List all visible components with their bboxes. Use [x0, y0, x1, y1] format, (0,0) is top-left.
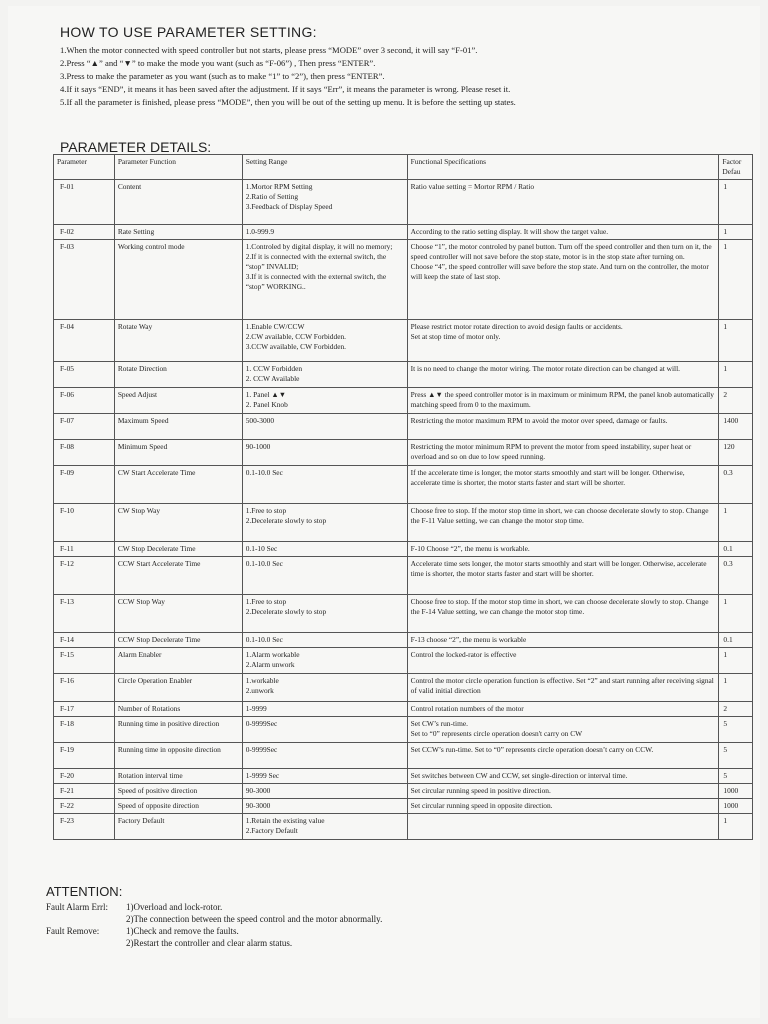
setting-range-line: 1.Free to stop [245, 597, 287, 606]
functional-spec [407, 542, 719, 557]
setting-range [242, 674, 407, 702]
setting-range-line: 0-9999Sec [245, 719, 278, 728]
functional-spec-line: Set at stop time of motor only. [410, 332, 501, 341]
param-code-line: F-08 [60, 442, 74, 451]
factory-default-line: 1000 [723, 801, 739, 810]
functional-spec-line: Choose free to stop. If the motor stop time in short, we can choose decelerate slowly to stop. Change the F-14 Value setting, we can change the motor stop time. [410, 597, 709, 616]
setting-range-line: 2.If it is connected with the external switch, the “stop” INVALID; [245, 252, 387, 271]
setting-range [242, 542, 407, 557]
factory-default-line: 5 [723, 719, 728, 728]
remove-item-1: 1)Check and remove the faults. [126, 926, 239, 936]
param-function-line: Speed of positive direction [117, 786, 198, 795]
setting-range-line: 2.unwork [245, 686, 274, 695]
setting-range-line: 3.If it is connected with the external switch, the “stop” WORKING.. [245, 272, 387, 291]
table-row [54, 633, 753, 648]
param-code [54, 542, 115, 557]
setting-range [242, 557, 407, 595]
setting-range-line: 1. CCW Forbidden [245, 364, 303, 373]
param-code-line: F-21 [60, 786, 74, 795]
param-code-line: F-23 [60, 816, 74, 825]
functional-spec [407, 784, 719, 799]
param-function-line: CCW Stop Decelerate Time [117, 635, 201, 644]
param-function [114, 743, 242, 769]
param-function [114, 814, 242, 840]
functional-spec [407, 717, 719, 743]
table-row [54, 388, 753, 414]
factory-default [719, 504, 753, 542]
setting-range [242, 633, 407, 648]
functional-spec [407, 440, 719, 466]
factory-default [719, 784, 753, 799]
setting-range [242, 440, 407, 466]
factory-default [719, 702, 753, 717]
param-function [114, 595, 242, 633]
param-code-line: F-17 [60, 704, 74, 713]
factory-default-line: 2 [723, 390, 728, 399]
parameter-table [53, 154, 753, 840]
param-code-line: F-04 [60, 322, 74, 331]
functional-spec-line: Set switches between CW and CCW, set single-direction or interval time. [410, 771, 628, 780]
param-function-line: Rate Setting [117, 227, 155, 236]
table-row [54, 799, 753, 814]
functional-spec-line: Set circular running speed in positive direction. [410, 786, 551, 795]
param-function [114, 414, 242, 440]
factory-default-line: 1400 [723, 416, 739, 425]
factory-default [719, 769, 753, 784]
setting-range-line: 3.CCW available, CW Forbidden. [245, 342, 347, 351]
param-function [114, 320, 242, 362]
param-function-line: Working control mode [117, 242, 185, 251]
factory-default [719, 362, 753, 388]
param-function [114, 717, 242, 743]
param-code [54, 784, 115, 799]
fault-item-2: 2)The connection between the speed control and the motor abnormally. [126, 914, 383, 924]
factory-default-line: 1 [723, 242, 728, 251]
param-code-line: F-06 [60, 390, 74, 399]
setting-range-line: 0.1-10.0 Sec [245, 468, 283, 477]
step-3: 3.Press to make the parameter as you want (such as to make “1” to “2”), then press “ENTER”. [60, 71, 385, 81]
functional-spec-line: Press ▲▼ the speed controller motor is in maximum or minimum RPM, the panel knob automatically matching speed from 0 to the maximum. [410, 390, 714, 409]
factory-default [719, 240, 753, 320]
param-function-line: Number of Rotations [117, 704, 181, 713]
factory-default [719, 633, 753, 648]
step-2: 2.Press “▲” and “▼” to make the mode you want (such as “F-06”) , Then press “ENTER”. [60, 58, 376, 68]
functional-spec [407, 225, 719, 240]
param-code-line: F-16 [60, 676, 74, 685]
param-code-line: F-19 [60, 745, 74, 754]
param-function [114, 799, 242, 814]
factory-default-line: 1 [723, 227, 728, 236]
table-row [54, 784, 753, 799]
table-row [54, 225, 753, 240]
functional-spec-line: Choose “4”, the speed controller will save before the stop state. And turn on the controller, the motor will keep the state of last stop. [410, 262, 709, 281]
functional-spec [407, 743, 719, 769]
param-function-line: CW Start Accelerate Time [117, 468, 196, 477]
factory-default-line: 1 [723, 676, 728, 685]
setting-range-line: 1-9999 [245, 704, 267, 713]
param-code [54, 240, 115, 320]
setting-range-line: 500-3000 [245, 416, 275, 425]
table-row [54, 320, 753, 362]
factory-default [719, 440, 753, 466]
functional-spec-line: According to the ratio setting display. It will show the target value. [410, 227, 609, 236]
header-parameter: Parameter [54, 155, 115, 180]
setting-range-line: 2.Ratio of Setting [245, 192, 299, 201]
setting-range-line: 2. CCW Available [245, 374, 300, 383]
param-code [54, 225, 115, 240]
functional-spec-line: Choose “1”, the motor controled by panel button. Turn off the speed controller and then turn on it, the speed controller will not save before the stop state, motor is in the stop state after turning on. [410, 242, 712, 261]
setting-range-line: 2. Panel Knob [245, 400, 288, 409]
factory-default-line: 1 [723, 816, 728, 825]
page-title: HOW TO USE PARAMETER SETTING: [60, 24, 317, 40]
param-code-line: F-20 [60, 771, 74, 780]
setting-range [242, 702, 407, 717]
functional-spec [407, 814, 719, 840]
param-function-line: CCW Stop Way [117, 597, 165, 606]
section-title-parameter-details: PARAMETER DETAILS: [60, 139, 212, 155]
table-header-row [54, 155, 753, 180]
factory-default-line: 2 [723, 704, 728, 713]
factory-default [719, 542, 753, 557]
functional-spec [407, 414, 719, 440]
fault-alarm-label: Fault Alarm Errl: [46, 902, 108, 912]
factory-default [719, 674, 753, 702]
functional-spec [407, 648, 719, 674]
setting-range-line: 2.CW available, CCW Forbidden. [245, 332, 347, 341]
functional-spec-line: Control the locked-rator is effective [410, 650, 517, 659]
functional-spec [407, 180, 719, 225]
table-row [54, 542, 753, 557]
factory-default [719, 414, 753, 440]
factory-default-line: 0.1 [723, 544, 733, 553]
param-code [54, 814, 115, 840]
param-function-line: CW Stop Way [117, 506, 161, 515]
table-row [54, 504, 753, 542]
param-code [54, 414, 115, 440]
table-row [54, 717, 753, 743]
functional-spec [407, 504, 719, 542]
param-code-line: F-22 [60, 801, 74, 810]
setting-range-line: 1.0-999.9 [245, 227, 275, 236]
param-function [114, 702, 242, 717]
functional-spec [407, 320, 719, 362]
setting-range [242, 743, 407, 769]
attention-title: ATTENTION: [46, 884, 123, 899]
functional-spec-line: Accelerate time sets longer, the motor starts smoothly and start will be longer. Otherwise, accelerate time is shorter, the motor starts faster and start will be shorter. [410, 559, 707, 578]
factory-default [719, 717, 753, 743]
setting-range [242, 225, 407, 240]
setting-range-line: 2.Decelerate slowly to stop [245, 607, 327, 616]
param-function-line: Factory Default [117, 816, 165, 825]
param-code [54, 648, 115, 674]
functional-spec [407, 769, 719, 784]
param-code [54, 362, 115, 388]
param-code-line: F-01 [60, 182, 74, 191]
factory-default [719, 595, 753, 633]
param-code [54, 388, 115, 414]
functional-spec [407, 362, 719, 388]
functional-spec-line: Ratio value setting = Mortor RPM / Ratio [410, 182, 535, 191]
table-row [54, 557, 753, 595]
param-code [54, 180, 115, 225]
param-function [114, 648, 242, 674]
factory-default [719, 320, 753, 362]
param-code [54, 702, 115, 717]
remove-item-2: 2)Restart the controller and clear alarm status. [126, 938, 293, 948]
param-function-line: Running time in positive direction [117, 719, 220, 728]
factory-default-line: 0.3 [723, 559, 733, 568]
table-row [54, 362, 753, 388]
param-function [114, 225, 242, 240]
param-function [114, 784, 242, 799]
setting-range-line: 1.Mortor RPM Setting [245, 182, 313, 191]
factory-default [719, 648, 753, 674]
setting-range [242, 362, 407, 388]
functional-spec-line: Set circular running speed in opposite direction. [410, 801, 553, 810]
factory-default-line: 1 [723, 182, 728, 191]
param-function-line: Rotate Direction [117, 364, 167, 373]
table-row [54, 466, 753, 504]
factory-default [719, 557, 753, 595]
param-function [114, 504, 242, 542]
param-code [54, 504, 115, 542]
factory-default-line: 1 [723, 364, 728, 373]
setting-range-line: 1.Enable CW/CCW [245, 322, 305, 331]
setting-range-line: 1.Controled by digital display, it will no memory; [245, 242, 393, 251]
table-row [54, 595, 753, 633]
setting-range-line: 0.1-10.0 Sec [245, 635, 283, 644]
setting-range-line: 2.Alarm unwork [245, 660, 295, 669]
factory-default-line: 1 [723, 597, 728, 606]
factory-default [719, 225, 753, 240]
functional-spec [407, 240, 719, 320]
factory-default-line: 5 [723, 745, 728, 754]
param-code-line: F-03 [60, 242, 74, 251]
functional-spec-line: Control rotation numbers of the motor [410, 704, 524, 713]
setting-range-line: 90-1000 [245, 442, 271, 451]
table-row [54, 702, 753, 717]
table-row [54, 743, 753, 769]
setting-range [242, 504, 407, 542]
param-function-line: Running time in opposite direction [117, 745, 221, 754]
factory-default-line: 1 [723, 650, 728, 659]
functional-spec-line: If the accelerate time is longer, the motor starts smoothly and start will be longer. Otherwise, accelerate time is shorter, the motor starts faster and start will be shorter. [410, 468, 685, 487]
step-5: 5.If all the parameter is finished, please press “MODE”, then you will be out of the setting up menu. It is before the setting up states. [60, 97, 516, 107]
factory-default [719, 388, 753, 414]
setting-range [242, 595, 407, 633]
param-code-line: F-10 [60, 506, 74, 515]
functional-spec-line: Please restrict motor rotate direction to avoid design faults or accidents. [410, 322, 623, 331]
param-code-line: F-11 [60, 544, 74, 553]
functional-spec [407, 388, 719, 414]
param-function [114, 769, 242, 784]
param-code-line: F-13 [60, 597, 74, 606]
param-function-line: Maximum Speed [117, 416, 169, 425]
functional-spec [407, 557, 719, 595]
factory-default-line: 0.3 [723, 468, 733, 477]
functional-spec [407, 595, 719, 633]
param-code [54, 633, 115, 648]
param-function [114, 240, 242, 320]
param-function [114, 542, 242, 557]
step-1: 1.When the motor connected with speed controller but not starts, please press “MODE” over 3 second, it will say “F-01”. [60, 45, 478, 55]
factory-default [719, 743, 753, 769]
functional-spec-line: Set CW’s run-time. [410, 719, 468, 728]
setting-range-line: 1.Free to stop [245, 506, 287, 515]
table-row [54, 674, 753, 702]
setting-range-line: 1. Panel ▲▼ [245, 390, 287, 399]
setting-range-line: 90-3000 [245, 786, 271, 795]
param-code-line: F-15 [60, 650, 74, 659]
param-code [54, 717, 115, 743]
param-code [54, 595, 115, 633]
param-code [54, 799, 115, 814]
param-function [114, 180, 242, 225]
param-code [54, 320, 115, 362]
fault-item-1: 1)Overload and lock-rotor. [126, 902, 223, 912]
setting-range [242, 388, 407, 414]
setting-range [242, 648, 407, 674]
setting-range-line: 0.1-10 Sec [245, 544, 278, 553]
header-function: Parameter Function [114, 155, 242, 180]
setting-range [242, 814, 407, 840]
param-code-line: F-18 [60, 719, 74, 728]
functional-spec-line: Control the motor circle operation function is effective. Set “2” and start running after receiving signal of valid initial direction [410, 676, 714, 695]
setting-range [242, 769, 407, 784]
param-function-line: CCW Start Accelerate Time [117, 559, 201, 568]
setting-range [242, 717, 407, 743]
param-function [114, 674, 242, 702]
param-code [54, 743, 115, 769]
setting-range-line: 3.Feedback of Display Speed [245, 202, 333, 211]
functional-spec [407, 674, 719, 702]
factory-default [719, 466, 753, 504]
step-4: 4.If it says “END”, it means it has been saved after the adjustment. If it says “Err”, it means the parameter is wrong. Please reset it. [60, 84, 511, 94]
param-function-line: Speed of opposite direction [117, 801, 199, 810]
factory-default [719, 180, 753, 225]
param-function [114, 362, 242, 388]
setting-range-line: 2.Decelerate slowly to stop [245, 516, 327, 525]
functional-spec-line: F-10 Choose “2”, the menu is workable. [410, 544, 530, 553]
setting-range-line: 2.Factory Default [245, 826, 298, 835]
factory-default [719, 799, 753, 814]
instruction-steps [60, 44, 750, 109]
functional-spec-line: Restricting the motor minimum RPM to prevent the motor from speed instability, super heat or overload and so on due to low speed running. [410, 442, 692, 461]
setting-range [242, 799, 407, 814]
functional-spec-line: Choose free to stop. If the motor stop time in short, we can choose decelerate slowly to stop. Change the F-11 Value setting, we can change the motor stop time. [410, 506, 709, 525]
setting-range-line: 0-9999Sec [245, 745, 278, 754]
setting-range [242, 466, 407, 504]
param-code-line: F-12 [60, 559, 74, 568]
setting-range-line: 1.Alarm workable [245, 650, 300, 659]
fault-remove-label: Fault Remove: [46, 926, 100, 936]
table-row [54, 814, 753, 840]
param-code-line: F-09 [60, 468, 74, 477]
setting-range-line: 1.Retain the existing value [245, 816, 325, 825]
param-function-line: Minimum Speed [117, 442, 168, 451]
param-function-line: Circle Operation Enabler [117, 676, 193, 685]
param-function [114, 388, 242, 414]
setting-range-line: 90-3000 [245, 801, 271, 810]
functional-spec [407, 799, 719, 814]
setting-range [242, 240, 407, 320]
factory-default-line: 120 [723, 442, 735, 451]
table-row [54, 440, 753, 466]
factory-default-line: 1000 [723, 786, 739, 795]
header-spec: Functional Specifications [407, 155, 719, 180]
factory-default-line: 5 [723, 771, 728, 780]
setting-range [242, 320, 407, 362]
param-function [114, 557, 242, 595]
param-function-line: Speed Adjust [117, 390, 158, 399]
table-row [54, 769, 753, 784]
param-code [54, 557, 115, 595]
param-function-line: Rotate Way [117, 322, 153, 331]
factory-default [719, 814, 753, 840]
functional-spec [407, 702, 719, 717]
setting-range-line: 1-9999 Sec [245, 771, 280, 780]
param-function-line: CW Stop Decelerate Time [117, 544, 196, 553]
table-row [54, 648, 753, 674]
functional-spec-line: Restricting the motor maximum RPM to avoid the motor over speed, damage or faults. [410, 416, 668, 425]
setting-range [242, 180, 407, 225]
header-default: Factor Defau [719, 155, 753, 180]
functional-spec [407, 466, 719, 504]
setting-range-line: 1.workable [245, 676, 279, 685]
factory-default-line: 0.1 [723, 635, 733, 644]
param-code [54, 769, 115, 784]
param-code [54, 674, 115, 702]
param-code-line: F-14 [60, 635, 74, 644]
param-function-line: Rotation interval time [117, 771, 183, 780]
param-function [114, 633, 242, 648]
functional-spec-line: Set to “0” represents circle operation doesn't carry on CW [410, 729, 583, 738]
setting-range [242, 784, 407, 799]
setting-range [242, 414, 407, 440]
table-row [54, 240, 753, 320]
param-function [114, 466, 242, 504]
factory-default-line: 1 [723, 506, 728, 515]
functional-spec-line: F-13 choose “2”, the menu is workable [410, 635, 527, 644]
table-row [54, 414, 753, 440]
param-function-line: Content [117, 182, 142, 191]
table-row [54, 180, 753, 225]
header-range: Setting Range [242, 155, 407, 180]
param-function-line: Alarm Enabler [117, 650, 162, 659]
functional-spec-line: Set CCW’s run-time. Set to “0” represents circle operation doesn’t carry on CCW. [410, 745, 654, 754]
attention-notes [46, 901, 382, 949]
param-code [54, 440, 115, 466]
factory-default-line: 1 [723, 322, 728, 331]
param-code-line: F-02 [60, 227, 74, 236]
param-code-line: F-07 [60, 416, 74, 425]
functional-spec-line: It is no need to change the motor wiring. The motor rotate direction can be changed at will. [410, 364, 681, 373]
setting-range-line: 0.1-10.0 Sec [245, 559, 283, 568]
param-function [114, 440, 242, 466]
param-code [54, 466, 115, 504]
param-code-line: F-05 [60, 364, 74, 373]
functional-spec [407, 633, 719, 648]
